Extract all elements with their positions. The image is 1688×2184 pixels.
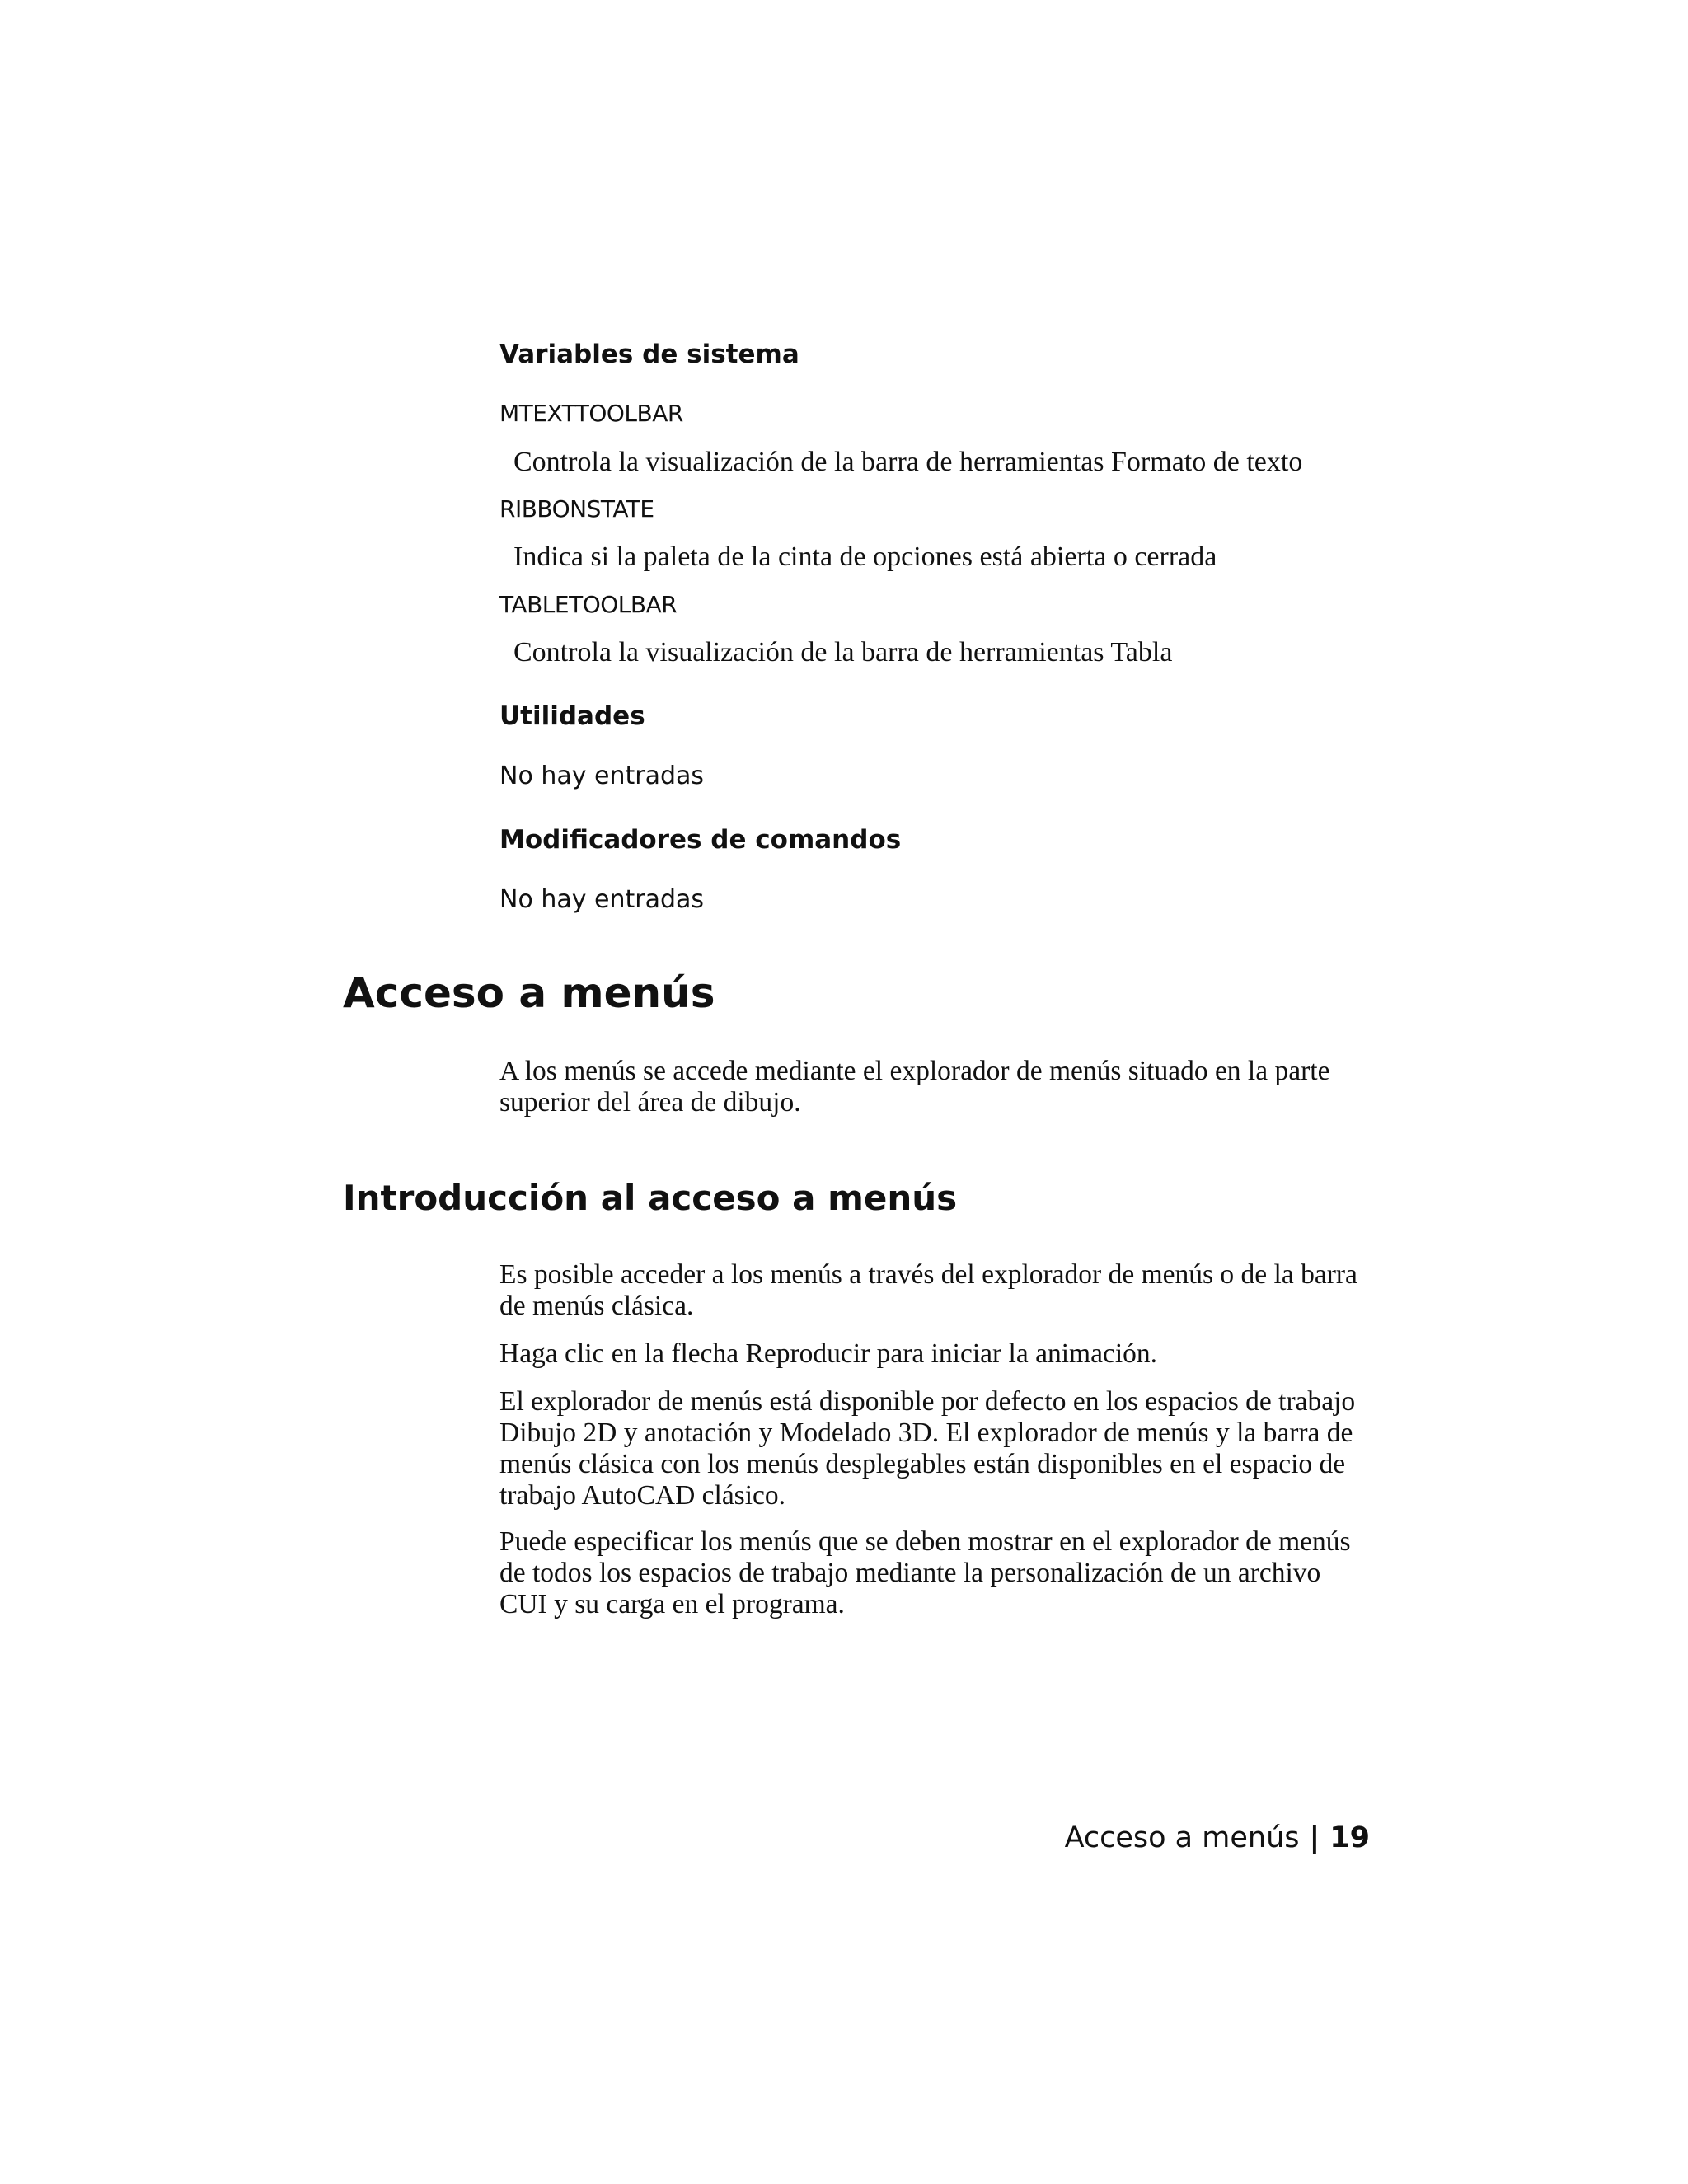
page-number: 19 <box>1329 1821 1370 1854</box>
section-paragraph-acceso: A los menús se accede mediante el explorador de menús situado en la parte superior del área de dibujo. <box>499 1056 1330 1118</box>
command-modifiers-text: No hay entradas <box>499 885 705 914</box>
system-variables-heading: Variables de sistema <box>499 340 799 369</box>
term-tabletoolbar: TABLETOOLBAR <box>499 591 678 618</box>
command-modifiers-heading: Modificadores de comandos <box>499 825 902 855</box>
term-ribbonstate: RIBBONSTATE <box>499 495 654 523</box>
intro-paragraph-1: Es posible acceder a los menús a través del explorador de menús o de la barra de menús clásica. <box>499 1259 1357 1321</box>
utilities-text: No hay entradas <box>499 762 705 790</box>
definition-ribbonstate: Indica si la paleta de la cinta de opciones está abierta o cerrada <box>513 541 1217 572</box>
term-mtexttoolbar: MTEXTTOOLBAR <box>499 400 683 427</box>
section-title-introduccion: Introducción al acceso a menús <box>343 1178 958 1218</box>
intro-paragraph-4: Puede especificar los menús que se deben mostrar en el explorador de menús de todos los espacios de trabajo mediante la personalización de un archivo CUI y su carga en el programa. <box>499 1526 1351 1619</box>
definition-mtexttoolbar: Controla la visualización de la barra de herramientas Formato de texto <box>513 447 1303 477</box>
intro-paragraph-3: El explorador de menús está disponible por defecto en los espacios de trabajo Dibujo 2D y anotación y Modelado 3D. El explorador de menús y la barra de menús clásica con los menús desplegables están disponibles en el espacio de trabajo AutoCAD clásico. <box>499 1386 1356 1511</box>
footer-section-title: Acceso a menús <box>1064 1821 1300 1854</box>
section-title-acceso-a-menus: Acceso a menús <box>343 969 715 1017</box>
intro-paragraph-2: Haga clic en la flecha Reproducir para iniciar la animación. <box>499 1338 1158 1369</box>
page-footer <box>1065 1819 1370 1857</box>
utilities-heading: Utilidades <box>499 701 645 731</box>
definition-tabletoolbar: Controla la visualización de la barra de herramientas Tabla <box>513 637 1173 668</box>
footer-separator: | <box>1309 1821 1320 1854</box>
